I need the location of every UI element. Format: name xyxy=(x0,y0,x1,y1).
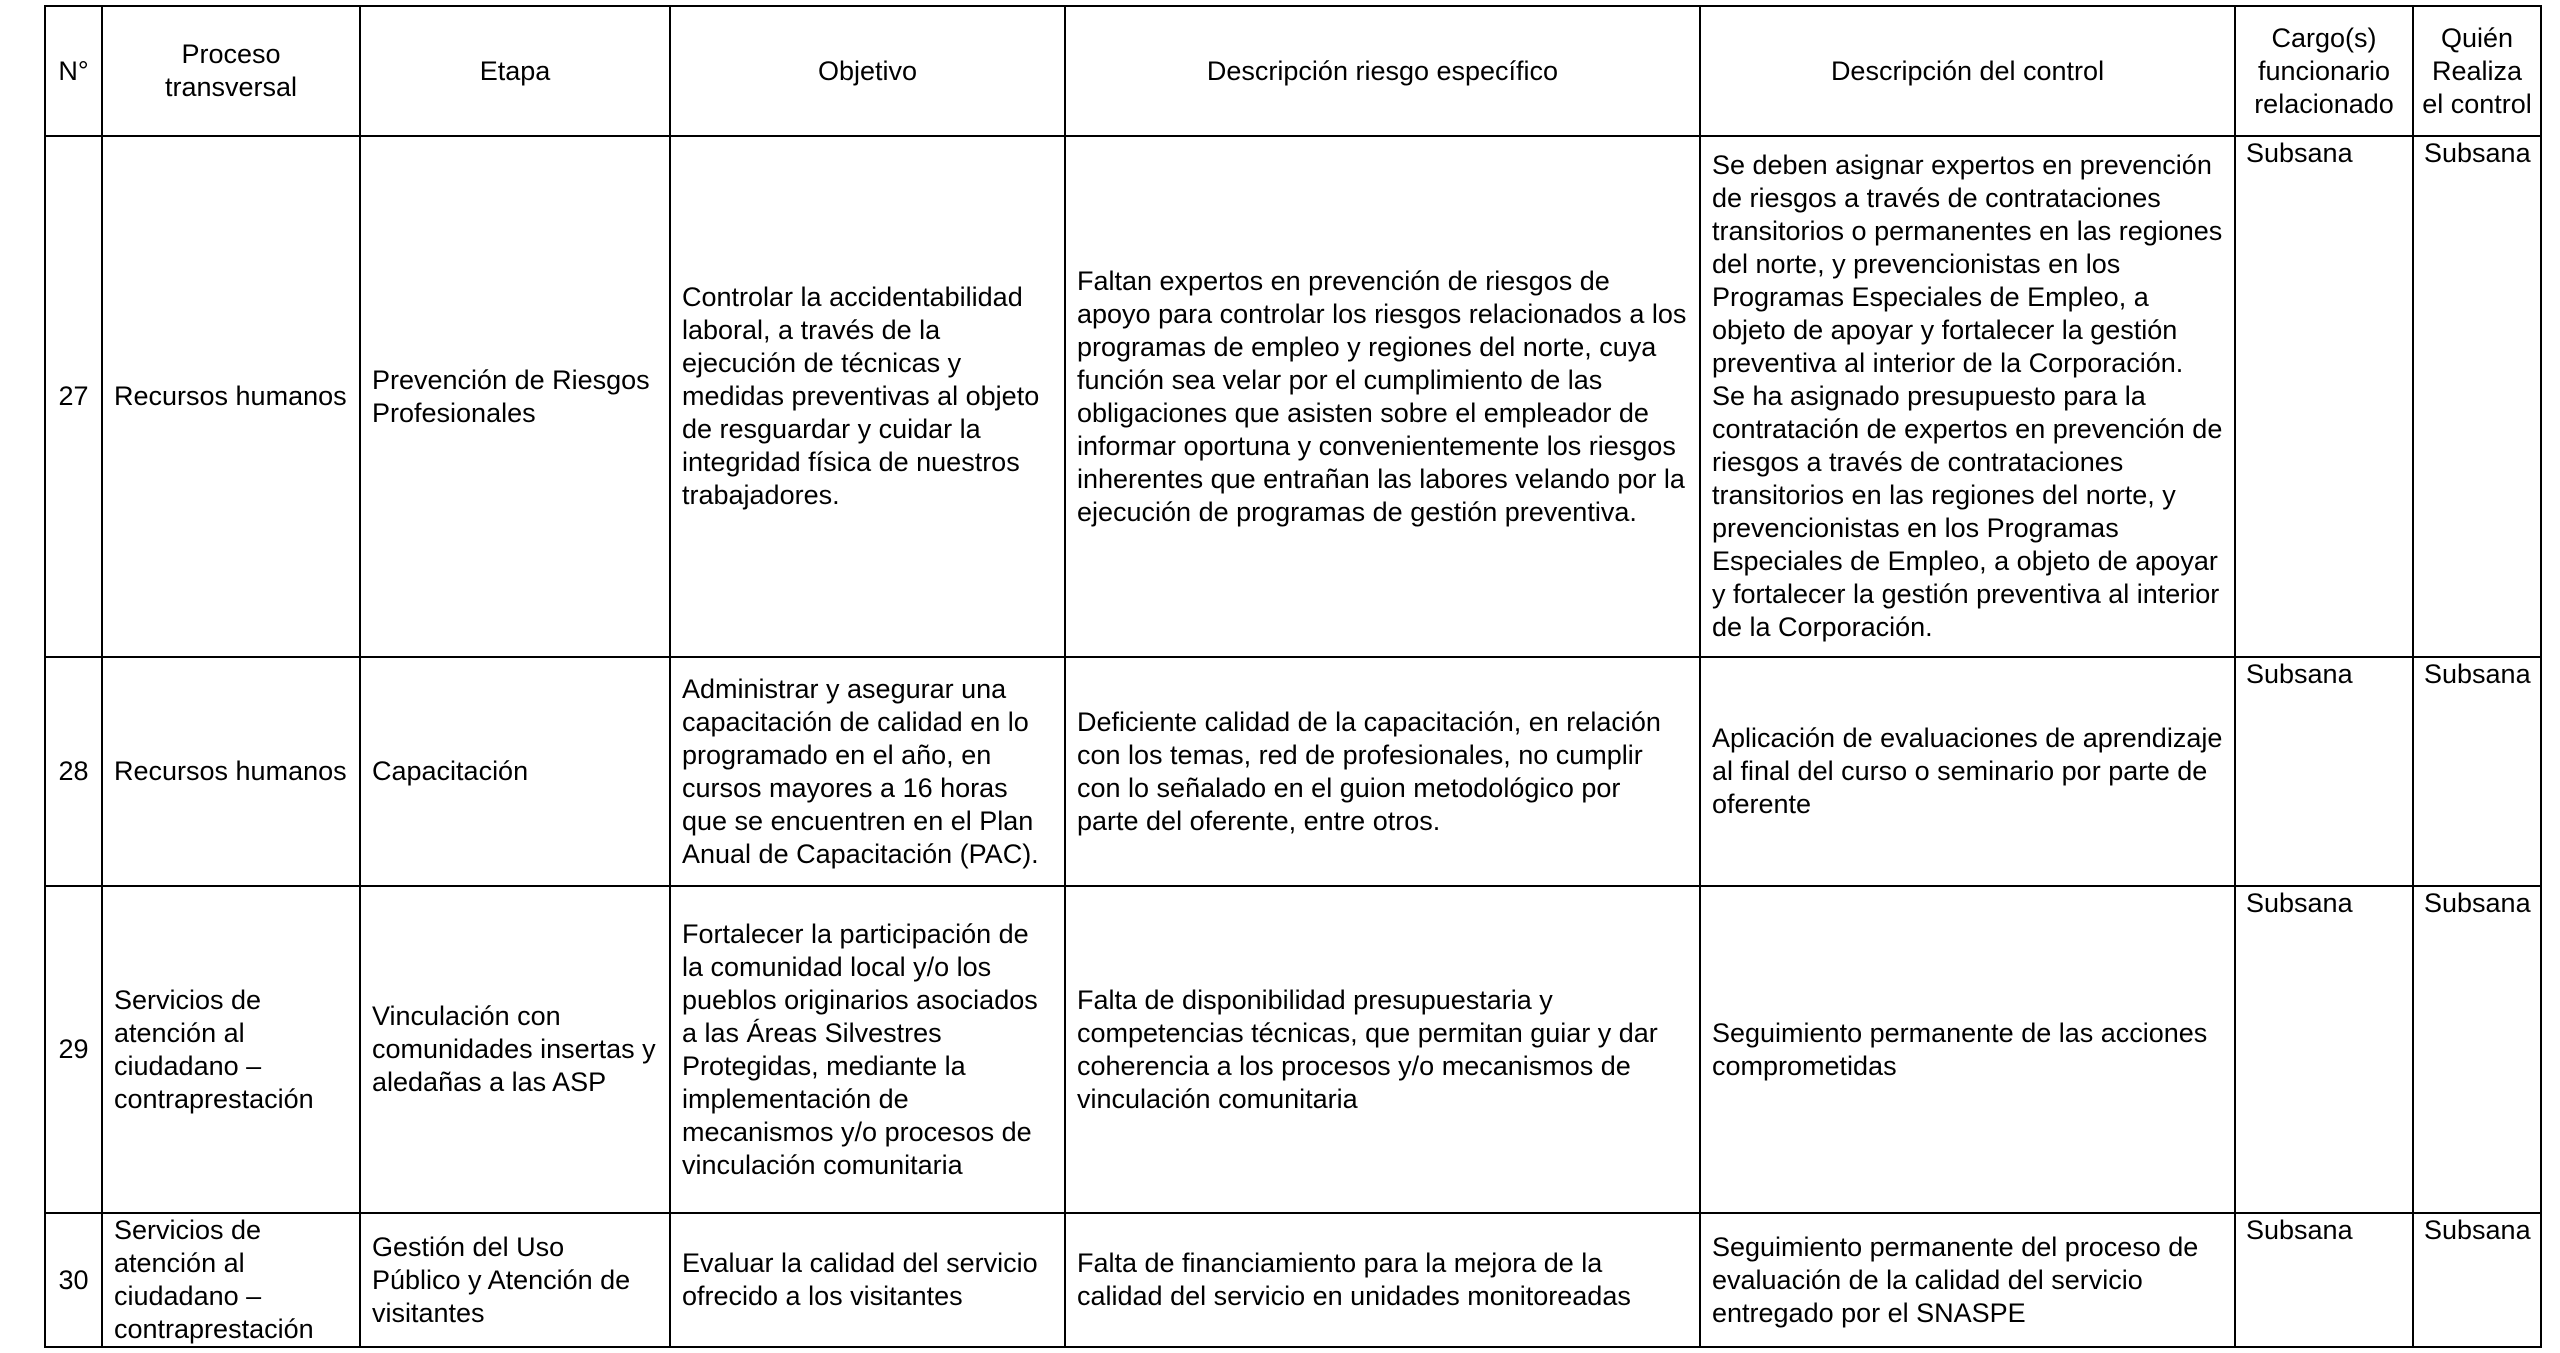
riesgo-cell: Falta de financiamiento para la mejora de la calidad del servicio en unidades monitoreadas xyxy=(1065,1213,1700,1347)
riesgo-cell: Deficiente calidad de la capacitación, en relación con los temas, red de profesionales, no cumplir con lo señalado en el guion metodológico por parte del oferente, entre otros. xyxy=(1065,657,1700,886)
header-num: N° xyxy=(45,6,102,136)
header-control: Descripción del control xyxy=(1700,6,2235,136)
header-riesgo: Descripción riesgo específico xyxy=(1065,6,1700,136)
etapa-cell: Prevención de Riesgos Profesionales xyxy=(360,136,670,657)
control-cell: Seguimiento permanente del proceso de evaluación de la calidad del servicio entregado por el SNASPE xyxy=(1700,1213,2235,1347)
header-row xyxy=(45,6,2541,136)
table-row xyxy=(45,1213,2541,1347)
proceso-cell: Servicios de atención al ciudadano – contraprestación xyxy=(102,1213,360,1347)
table-row xyxy=(45,886,2541,1213)
cargo-cell: Subsana xyxy=(2235,657,2413,886)
etapa-cell: Vinculación con comunidades insertas y aledañas a las ASP xyxy=(360,886,670,1213)
quien-cell: Subsana xyxy=(2413,1213,2541,1347)
row-number: 28 xyxy=(45,657,102,886)
proceso-cell: Recursos humanos xyxy=(102,657,360,886)
table-row xyxy=(45,136,2541,657)
cargo-cell: Subsana xyxy=(2235,886,2413,1213)
risk-control-table xyxy=(44,5,2542,1348)
objetivo-cell: Controlar la accidentabilidad laboral, a través de la ejecución de técnicas y medidas preventivas al objeto de resguardar y cuidar la integridad física de nuestros trabajadores. xyxy=(670,136,1065,657)
header-cargo: Cargo(s) funcionario relacionado xyxy=(2235,6,2413,136)
etapa-cell: Gestión del Uso Público y Atención de visitantes xyxy=(360,1213,670,1347)
row-number: 30 xyxy=(45,1213,102,1347)
control-text: Se deben asignar expertos en prevención de riesgos a través de contrataciones transitorios o permanentes en las regiones del norte, y prevencionistas en los Programas Especiales de Empleo, a objeto de apoyar y fortalecer la gestión preventiva al interior de la Corporación. Se ha asignado presupuesto para la contratación de expertos en prevención de riesgos a través de contrataciones transitorios en las regiones del norte, y prevencionistas en los Programas Especiales de Empleo, a objeto de apoyar y fortalecer la gestión preventiva al interior de la Corporación. xyxy=(1712,150,2223,642)
control-cell: Aplicación de evaluaciones de aprendizaje al final del curso o seminario por parte de oferente xyxy=(1700,657,2235,886)
header-etapa: Etapa xyxy=(360,6,670,136)
proceso-cell: Servicios de atención al ciudadano – contraprestación xyxy=(102,886,360,1213)
quien-cell: Subsana xyxy=(2413,657,2541,886)
table-header xyxy=(45,6,2541,136)
row-number: 29 xyxy=(45,886,102,1213)
quien-cell: Subsana xyxy=(2413,886,2541,1213)
objetivo-cell: Administrar y asegurar una capacitación de calidad en lo programado en el año, en cursos mayores a 16 horas que se encuentren en el Plan Anual de Capacitación (PAC). xyxy=(670,657,1065,886)
header-quien: Quién Realiza el control xyxy=(2413,6,2541,136)
cargo-cell: Subsana xyxy=(2235,1213,2413,1347)
etapa-cell: Capacitación xyxy=(360,657,670,886)
cargo-cell: Subsana xyxy=(2235,136,2413,657)
control-cell xyxy=(1700,136,2235,657)
table-row xyxy=(45,657,2541,886)
header-proceso: Proceso transversal xyxy=(102,6,360,136)
objetivo-cell: Evaluar la calidad del servicio ofrecido a los visitantes xyxy=(670,1213,1065,1347)
objetivo-cell: Fortalecer la participación de la comunidad local y/o los pueblos originarios asociados a las Áreas Silvestres Protegidas, mediante la implementación de mecanismos y/o procesos de vinculación comunitaria xyxy=(670,886,1065,1213)
proceso-cell: Recursos humanos xyxy=(102,136,360,657)
riesgo-cell: Faltan expertos en prevención de riesgos de apoyo para controlar los riesgos relacionados a los programas de empleo y regiones del norte, cuya función sea velar por el cumplimiento de las obligaciones que asisten sobre el empleador de informar oportuna y convenientemente los riesgos inherentes que entrañan las labores velando por la ejecución de programas de gestión preventiva. xyxy=(1065,136,1700,657)
riesgo-cell: Falta de disponibilidad presupuestaria y competencias técnicas, que permitan guiar y dar coherencia a los procesos y/o mecanismos de vinculación comunitaria xyxy=(1065,886,1700,1213)
header-objetivo: Objetivo xyxy=(670,6,1065,136)
row-number: 27 xyxy=(45,136,102,657)
control-cell: Seguimiento permanente de las acciones comprometidas xyxy=(1700,886,2235,1213)
table-body xyxy=(45,136,2541,1347)
quien-cell: Subsana xyxy=(2413,136,2541,657)
